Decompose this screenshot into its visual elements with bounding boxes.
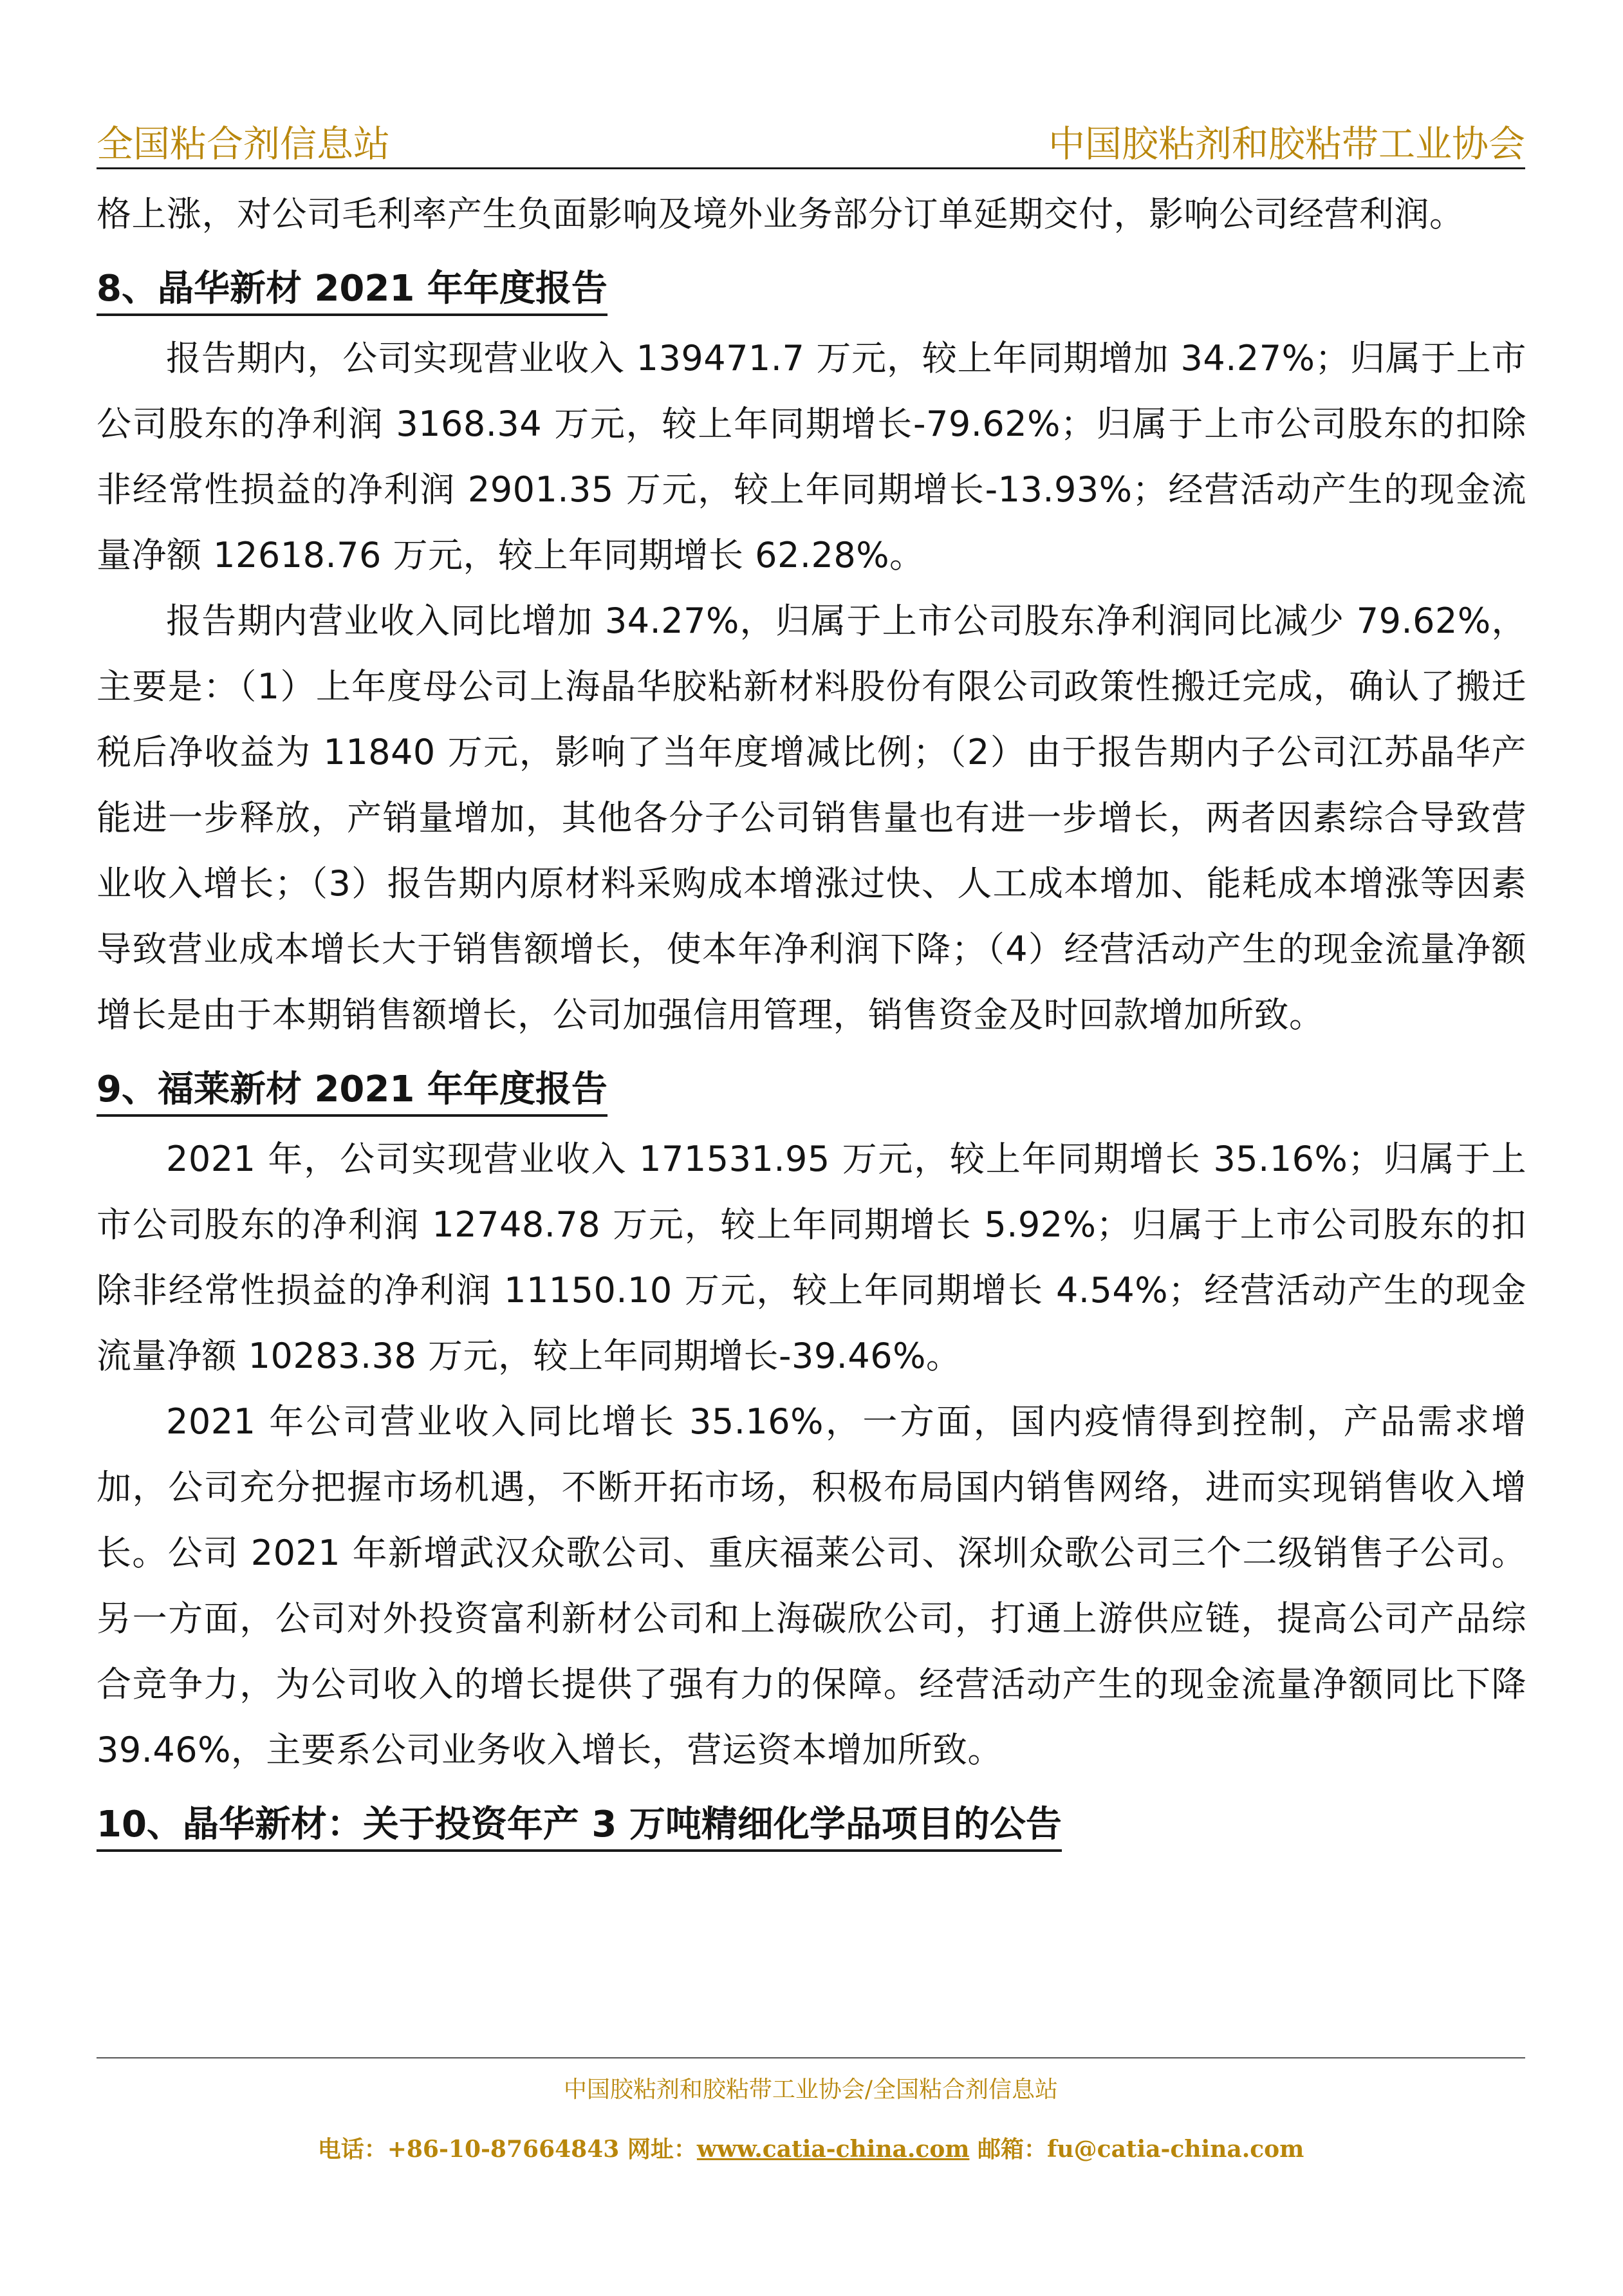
section-8-paragraph-2: 报告期内营业收入同比增加 34.27%，归属于上市公司股东净利润同比减少 79.62%，主要是：（1）上年度母公司上海晶华胶粘新材料股份有限公司政策性搬迁完成，确认了搬迁税后净收益为 11840 万元，影响了当年度增减比例；（2）由于报告期内子公司江苏晶华产能进一步释放，产销量增加，其他各分子公司销售量也有进一步增长，两者因素综合导致营业收入增长；（3）报告期内原材料采购成本增涨过快、人工成本增加、能耗成本增涨等因素导致营业成本增长大于销售额增长，使本年净利润下降；（4）经营活动产生的现金流量净额增长是由于本期销售额增长，公司加强信用管理，销售资金及时回款增加所致。	[97, 601, 1526, 1035]
page-header	[97, 109, 1525, 169]
section-heading-text: 10、晶华新材：关于投资年产 3 万吨精细化学品项目的公告	[97, 1800, 1062, 1852]
footer-contact	[97, 2131, 1525, 2164]
section-9-paragraph-2: 2021 年公司营业收入同比增长 35.16%，一方面，国内疫情得到控制，产品需求增加，公司充分把握市场机遇，不断开拓市场，积极布局国内销售网络，进而实现销售收入增长。公司 2021 年新增武汉众歌公司、重庆福莱公司、深圳众歌公司三个二级销售子公司。另一方面，公司对外投资富利新材公司和上海碳欣公司，打通上游供应链，提高公司产品综合竞争力，为公司收入的增长提供了强有力的保障。经营活动产生的现金流量净额同比下降 39.46%，主要系公司业务收入增长，营运资本增加所致。	[97, 1401, 1526, 1770]
intro-paragraph: 格上涨，对公司毛利率产生负面影响及境外业务部分订单延期交付，影响公司经营利润。	[97, 194, 1465, 234]
header-association-name: 中国胶粘剂和胶粘带工业协会	[1048, 123, 1525, 165]
section-heading-8	[97, 247, 1526, 326]
page-footer	[97, 2057, 1525, 2164]
section-heading-text: 9、福莱新材 2021 年年度报告	[97, 1065, 607, 1117]
section-heading-10	[97, 1783, 1526, 1862]
document-body	[97, 182, 1526, 1862]
footer-organization: 中国胶粘剂和胶粘带工业协会/全国粘合剂信息站	[563, 2077, 1059, 2103]
section-heading-text: 8、晶华新材 2021 年年度报告	[97, 265, 607, 316]
footer-phone: 电话：+86-10-87664843	[317, 2136, 620, 2163]
header-site-name: 全国粘合剂信息站	[97, 123, 390, 165]
section-heading-9	[97, 1048, 1526, 1126]
footer-website-link[interactable]: www.catia-china.com	[696, 2136, 970, 2163]
footer-email[interactable]: fu@catia-china.com	[1046, 2136, 1304, 2163]
footer-email-label: 邮箱：	[977, 2136, 1047, 2163]
section-9-paragraph-1: 2021 年，公司实现营业收入 171531.95 万元，较上年同期增长 35.16%；归属于上市公司股东的净利润 12748.78 万元，较上年同期增长 5.92%；归属于上市公司股东的扣除非经常性损益的净利润 11150.10 万元，较上年同期增长 4.54%；经营活动产生的现金流量净额 10283.38 万元，较上年同期增长-39.46%。	[97, 1139, 1526, 1376]
section-8-paragraph-1: 报告期内，公司实现营业收入 139471.7 万元，较上年同期增加 34.27%；归属于上市公司股东的净利润 3168.34 万元，较上年同期增长-79.62%；归属于上市公司股东的扣除非经常性损益的净利润 2901.35 万元，较上年同期增长-13.93%；经营活动产生的现金流量净额 12618.76 万元，较上年同期增长 62.28%。	[97, 338, 1526, 575]
footer-website-label: 网址：	[627, 2136, 697, 2163]
